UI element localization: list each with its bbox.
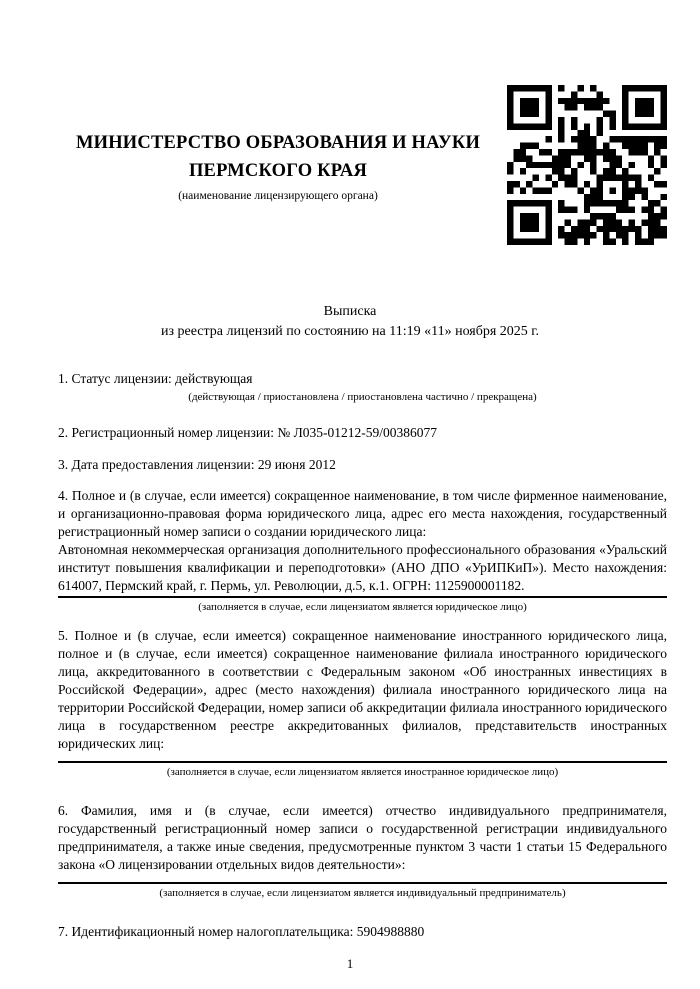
field-grant-date-text: 3. Дата предоставления лицензии: 29 июня 2012 — [58, 457, 336, 472]
field-foreign-entity-caption: (заполняется в случае, если лицензиатом является иностранное юридическое лицо) — [166, 766, 559, 778]
field-taxpayer-number-text: 7. Идентификационный номер налогоплательщика: 5904988880 — [58, 924, 425, 939]
field-legal-entity-text: 4. Полное и (в случае, если имеется) сокращенное наименование, в том числе фирменное наименование, и организационно-правовая форма юридического лица, адрес его места нахождения, государственный регистрационный номер записи о создании юридического лица: — [58, 488, 667, 539]
field-grant-date — [58, 456, 667, 474]
field-registration-number — [58, 424, 667, 442]
document-subtitle: из реестра лицензий по состоянию на 11:19 «11» ноября 2025 г. — [161, 323, 539, 339]
document-header — [0, 0, 700, 245]
field-license-status-text: 1. Статус лицензии: действующая — [58, 371, 253, 386]
field-foreign-entity — [58, 627, 667, 779]
ministry-caption: (наименование лицензирующего органа) — [178, 190, 378, 202]
ministry-name-line1: МИНИСТЕРСТВО ОБРАЗОВАНИЯ И НАУКИ — [75, 133, 481, 153]
qr-code-icon — [507, 85, 667, 245]
field-individual-entrepreneur — [58, 802, 667, 900]
document-body — [0, 370, 700, 972]
field-registration-number-text: 2. Регистрационный номер лицензии: № Л035-01212-59/00386077 — [58, 425, 438, 440]
ministry-name-line2: ПЕРМСКОГО КРАЯ — [188, 161, 368, 181]
empty-value-line — [58, 753, 667, 761]
field-legal-entity — [58, 487, 667, 614]
field-legal-entity-caption: (заполняется в случае, если лицензиатом является юридическое лицо) — [198, 601, 527, 613]
field-license-status — [58, 370, 667, 404]
field-foreign-entity-text: 5. Полное и (в случае, если имеется) сокращенное наименование иностранного юридического лица, полное и (в случае, если имеется) сокращенное наименование филиала иностранного юридического лица, аккредитованного в соответствии с Федеральным законом «Об иностранных инвестициях в Российской Федерации», адрес (место нахождения) филиала иностранного юридического лица на территории Российской Федерации, номер записи об аккредитации филиала иностранного юридического лица в государственном реестре аккредитованных филиалов, представительств иностранных юридических лиц: — [58, 628, 667, 751]
licensing-authority-block — [58, 85, 498, 202]
field-license-status-caption: (действующая / приостановлена / приостановлена частично / прекращена) — [188, 391, 537, 403]
empty-value-line — [58, 874, 667, 882]
field-taxpayer-number — [58, 923, 667, 941]
page-number: 1 — [346, 956, 354, 971]
document-title-block — [0, 302, 700, 341]
field-individual-entrepreneur-text: 6. Фамилия, имя и (в случае, если имеется) отчество индивидуального предпринимателя, государственный регистрационный номер записи о государственной регистрации индивидуального предпринимателя, а также иные сведения, предусмотренные пунктом 3 части 1 статьи 15 Федерального закона «О лицензировании отдельных видов деятельности»: — [58, 803, 667, 872]
document-title: Выписка — [323, 304, 377, 319]
field-individual-entrepreneur-caption: (заполняется в случае, если лицензиатом является индивидуальный предприниматель) — [159, 887, 566, 899]
field-legal-entity-value: Автономная некоммерческая организация дополнительного профессионального образования «Уральский институт повышения квалификации и переподготовки» (АНО ДПО «УрИПКиП»). Место нахождения: 614007, Пермский край, г. Пермь, ул. Революции, д.5, к.1. ОГРН: 1125900001182. — [58, 542, 667, 593]
